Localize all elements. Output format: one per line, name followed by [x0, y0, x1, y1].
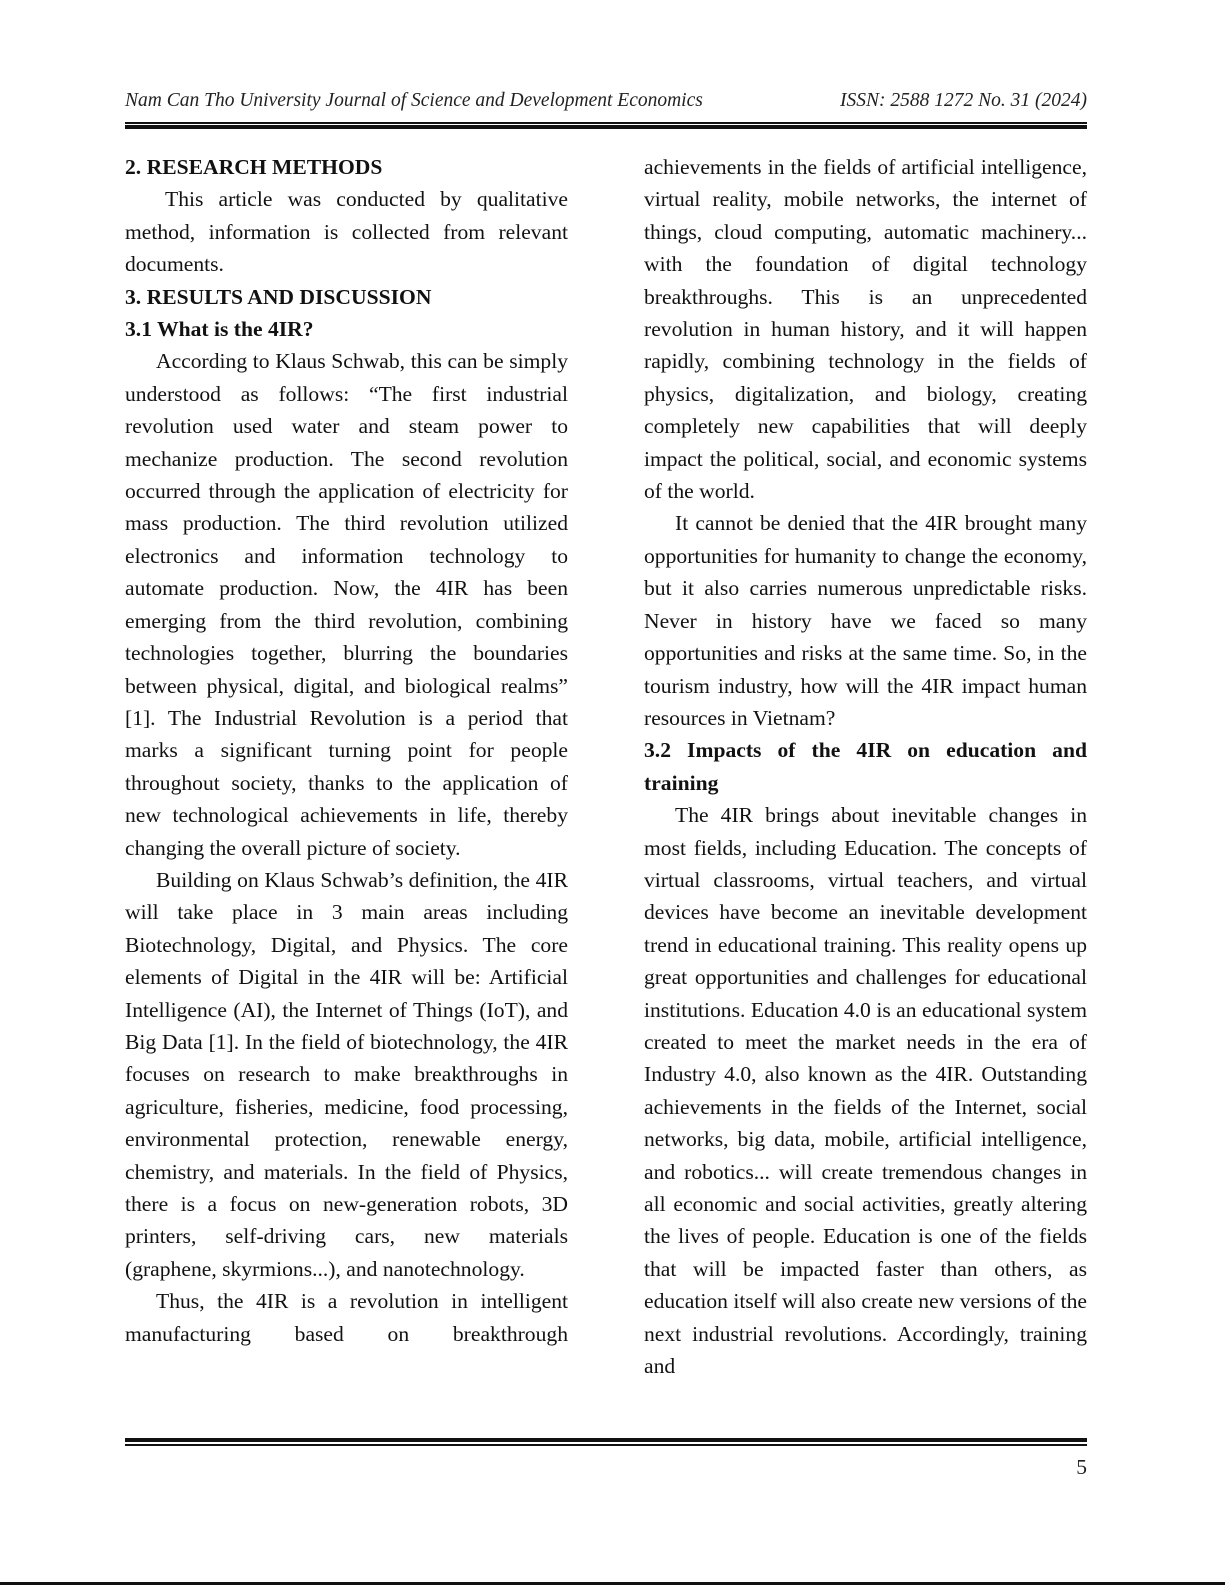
paragraph-methods: This article was conducted by qualitative method, information is collected from relevant documents.: [125, 187, 568, 277]
header-rule-thick: [125, 125, 1087, 129]
subsection-heading-3-2: 3.2 Impacts of the 4IR on education and training: [644, 738, 1087, 795]
subsection-heading-3-1: 3.1 What is the 4IR?: [125, 317, 314, 342]
paragraph-denied: It cannot be denied that the 4IR brought many opportunities for humanity to change the economy, but it also carries numerous unpredictable risks. Never in history have we faced so many opportunities and risks at the same time. So, in the tourism industry, how will the 4IR impact human resources in Vietnam?: [644, 511, 1087, 730]
paragraph-schwab: According to Klaus Schwab, this can be simply understood as follows: “The first industrial revolution used water and steam power to mechanize production. The second revolution occurred through the application of electricity for mass production. The third revolution utilized electronics and information technology to automate production. Now, the 4IR has been emerging from the third revolution, combining technologies together, blurring the boundaries between physical, digital, and biological realms” [1]. The Industrial Revolution is a period that marks a significant turning point for people throughout society, thanks to the application of new technological achievements in life, thereby changing the overall picture of society.: [125, 349, 568, 860]
section-heading-research-methods: 2. RESEARCH METHODS: [125, 155, 383, 179]
paragraph-thus: Thus, the 4IR is a revolution in intelligent manufacturing based on breakthrough: [125, 1289, 568, 1346]
running-header: [125, 90, 1087, 118]
left-column: [125, 151, 568, 1350]
paragraph-education: The 4IR brings about inevitable changes in most fields, including Education. The concepts of virtual classrooms, virtual teachers, and virtual devices have become an inevitable development trend in educational training. This reality opens up great opportunities and challenges for educational institutions. Education 4.0 is an educational system created to meet the market needs in the era of Industry 4.0, also known as the 4IR. Outstanding achievements in the fields of the Internet, social networks, big data, mobile, artificial intelligence, and robotics... will create tremendous changes in all economic and social activities, greatly altering the lives of people. Education is one of the fields that will be impacted faster than others, as education itself will also create new versions of the next industrial revolutions. Accordingly, training and: [644, 803, 1087, 1379]
footer-rule-thin: [125, 1444, 1087, 1446]
paragraph-building: Building on Klaus Schwab’s definition, the 4IR will take place in 3 main areas including Biotechnology, Digital, and Physics. The core elements of Digital in the 4IR will be: Artificial Intelligence (AI), the Internet of Things (IoT), and Big Data [1]. In the field of biotechnology, the 4IR focuses on research to make breakthroughs in agriculture, fisheries, medicine, food processing, environmental protection, renewable energy, chemistry, and materials. In the field of Physics, there is a focus on new-generation robots, 3D printers, self-driving cars, new materials (graphene, skyrmions...), and nanotechnology.: [125, 867, 568, 1281]
issn-issue: ISSN: 2588 1272 No. 31 (2024): [840, 90, 1087, 111]
right-column: [644, 151, 1087, 1382]
journal-title: Nam Can Tho University Journal of Science and Development Economics: [125, 90, 703, 111]
section-heading-results: 3. RESULTS AND DISCUSSION: [125, 284, 432, 309]
paragraph-continued: achievements in the fields of artificial intelligence, virtual reality, mobile networks, the internet of things, cloud computing, automatic machinery... with the foundation of digital technology breakthroughs. This is an unprecedented revolution in human history, and it will happen rapidly, combining technology in the fields of physics, digitalization, and biology, creating completely new capabilities that will deeply impact the political, social, and economic systems of the world.: [644, 155, 1087, 504]
page-number: 5: [1076, 1455, 1087, 1479]
header-rule-thin: [125, 122, 1087, 124]
footer-rule-thick: [125, 1438, 1087, 1442]
